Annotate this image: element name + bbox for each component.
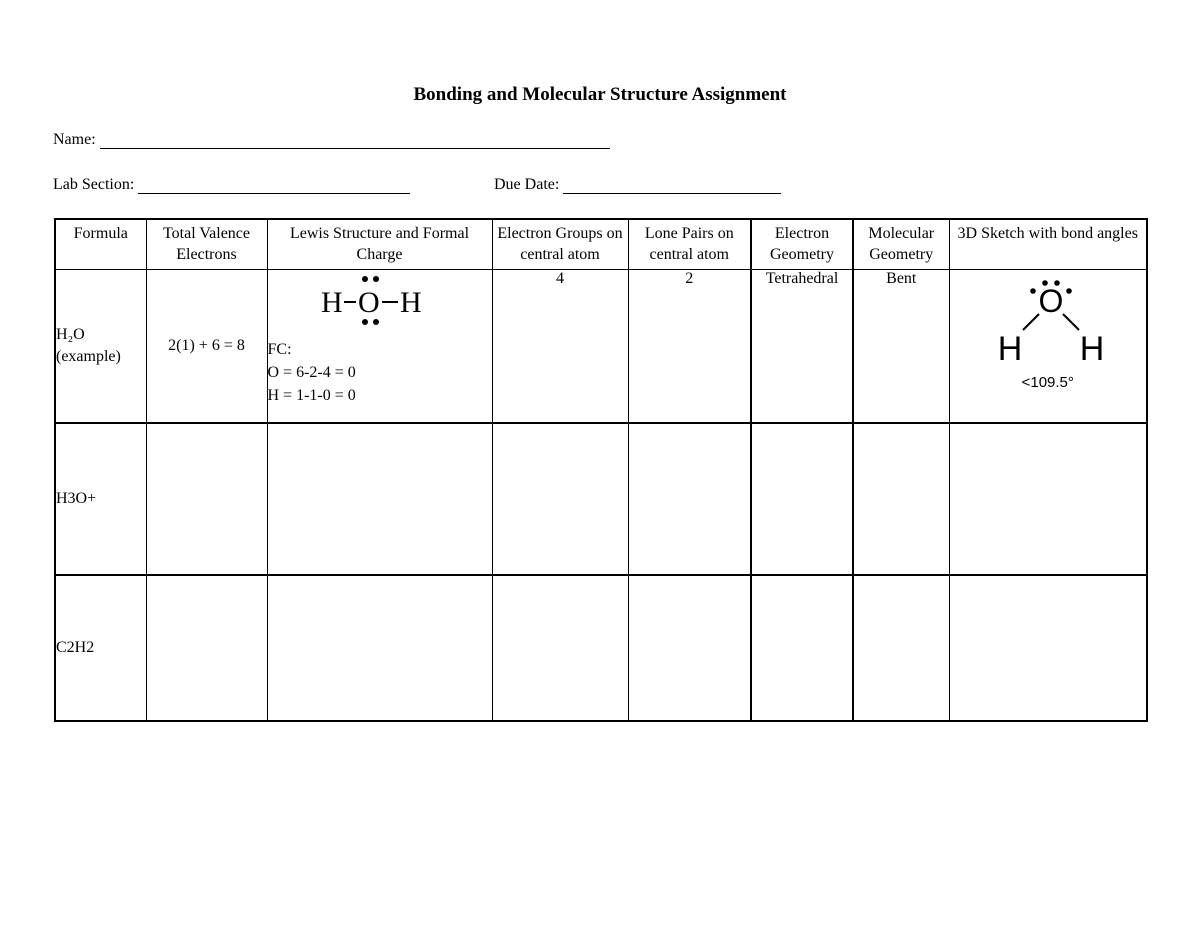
table-row	[55, 575, 1147, 721]
lewis-h-right: H	[399, 286, 422, 319]
cell-3d-sketch[interactable]	[949, 423, 1147, 575]
name-blank[interactable]	[100, 132, 610, 149]
table-row	[55, 423, 1147, 575]
due-date-blank[interactable]	[563, 177, 781, 194]
cell-electron-groups[interactable]	[492, 575, 628, 721]
cell-lone-pairs-example	[628, 270, 751, 424]
header-electron-groups: Electron Groups on central atom	[492, 219, 628, 270]
molecular-geometry-value: Bent	[886, 270, 917, 287]
name-label: Name:	[53, 131, 96, 148]
electron-groups-value: 4	[556, 270, 564, 287]
cell-lewis[interactable]	[267, 423, 492, 575]
cell-formula-example	[55, 270, 146, 424]
lab-section-blank[interactable]	[138, 177, 410, 194]
lewis-h-left: H	[320, 286, 343, 319]
assignment-table	[54, 218, 1148, 722]
sketch-bond-right	[1063, 314, 1079, 330]
due-date-field	[494, 176, 781, 194]
lone-pair-dot	[373, 276, 379, 282]
cell-lewis[interactable]	[267, 575, 492, 721]
cell-3d-sketch[interactable]	[949, 575, 1147, 721]
formula-value: H3O+	[56, 490, 97, 507]
sketch-hydrogen-right: H	[1079, 330, 1105, 368]
cell-formula	[55, 423, 146, 575]
electron-geometry-value: Tetrahedral	[765, 270, 839, 287]
header-row	[55, 219, 1147, 270]
formula-h2o: H₂O	[56, 326, 85, 343]
fc-hydrogen: H = 1-1-0 = 0	[267, 387, 356, 404]
cell-lone-pairs[interactable]	[628, 423, 751, 575]
lone-pair-dot	[373, 319, 379, 325]
water-3d-sketch	[973, 280, 1123, 380]
lewis-structure-drawing	[313, 274, 473, 336]
cell-molecular-geometry[interactable]	[853, 575, 949, 721]
cell-electron-geometry[interactable]	[751, 575, 853, 721]
name-field	[53, 131, 610, 149]
lab-section-label: Lab Section:	[53, 176, 135, 193]
formula-value: C2H2	[56, 639, 95, 656]
fc-oxygen: O = 6-2-4 = 0	[267, 364, 356, 381]
sketch-hydrogen-left: H	[997, 330, 1023, 368]
fc-label: FC:	[267, 341, 292, 358]
header-molecular-geometry: Molecular Geometry	[853, 219, 949, 270]
cell-molecular-geometry[interactable]	[853, 423, 949, 575]
cell-electron-groups[interactable]	[492, 423, 628, 575]
cell-valence[interactable]	[146, 423, 267, 575]
cell-electron-groups-example	[492, 270, 628, 424]
cell-lone-pairs[interactable]	[628, 575, 751, 721]
formal-charge-block	[268, 338, 492, 407]
due-date-label: Due Date:	[494, 176, 560, 193]
cell-formula	[55, 575, 146, 721]
lone-pair-dot	[362, 319, 368, 325]
header-formula: Formula	[55, 219, 146, 270]
lone-pairs-value: 2	[685, 270, 694, 287]
header-valence: Total Valence Electrons	[146, 219, 267, 270]
valence-value: 2(1) + 6 = 8	[168, 337, 245, 354]
lone-pair-dot	[362, 276, 368, 282]
cell-valence-example	[146, 270, 267, 424]
page-title: Bonding and Molecular Structure Assignment	[413, 84, 787, 105]
sketch-oxygen: O	[1038, 283, 1064, 319]
header-lewis: Lewis Structure and Formal Charge	[267, 219, 492, 270]
cell-molecular-geometry-example	[853, 270, 949, 424]
header-electron-geometry: Electron Geometry	[751, 219, 853, 270]
cell-lewis-example	[267, 270, 492, 424]
cell-electron-geometry[interactable]	[751, 423, 853, 575]
cell-electron-geometry-example	[751, 270, 853, 424]
cell-3d-sketch-example	[949, 270, 1147, 424]
header-lone-pairs: Lone Pairs on central atom	[628, 219, 751, 270]
header-3d-sketch: 3D Sketch with bond angles	[949, 219, 1147, 270]
bond-angle-label: <109.5°	[1021, 374, 1074, 391]
formula-example-note: (example)	[56, 348, 121, 365]
lewis-o: O	[357, 286, 380, 319]
cell-valence[interactable]	[146, 575, 267, 721]
sketch-bond-left	[1023, 314, 1039, 330]
lone-pair-dot	[1030, 288, 1036, 294]
lone-pair-dot	[1066, 288, 1072, 294]
lab-section-field	[53, 176, 410, 194]
table-row-example	[55, 270, 1147, 424]
